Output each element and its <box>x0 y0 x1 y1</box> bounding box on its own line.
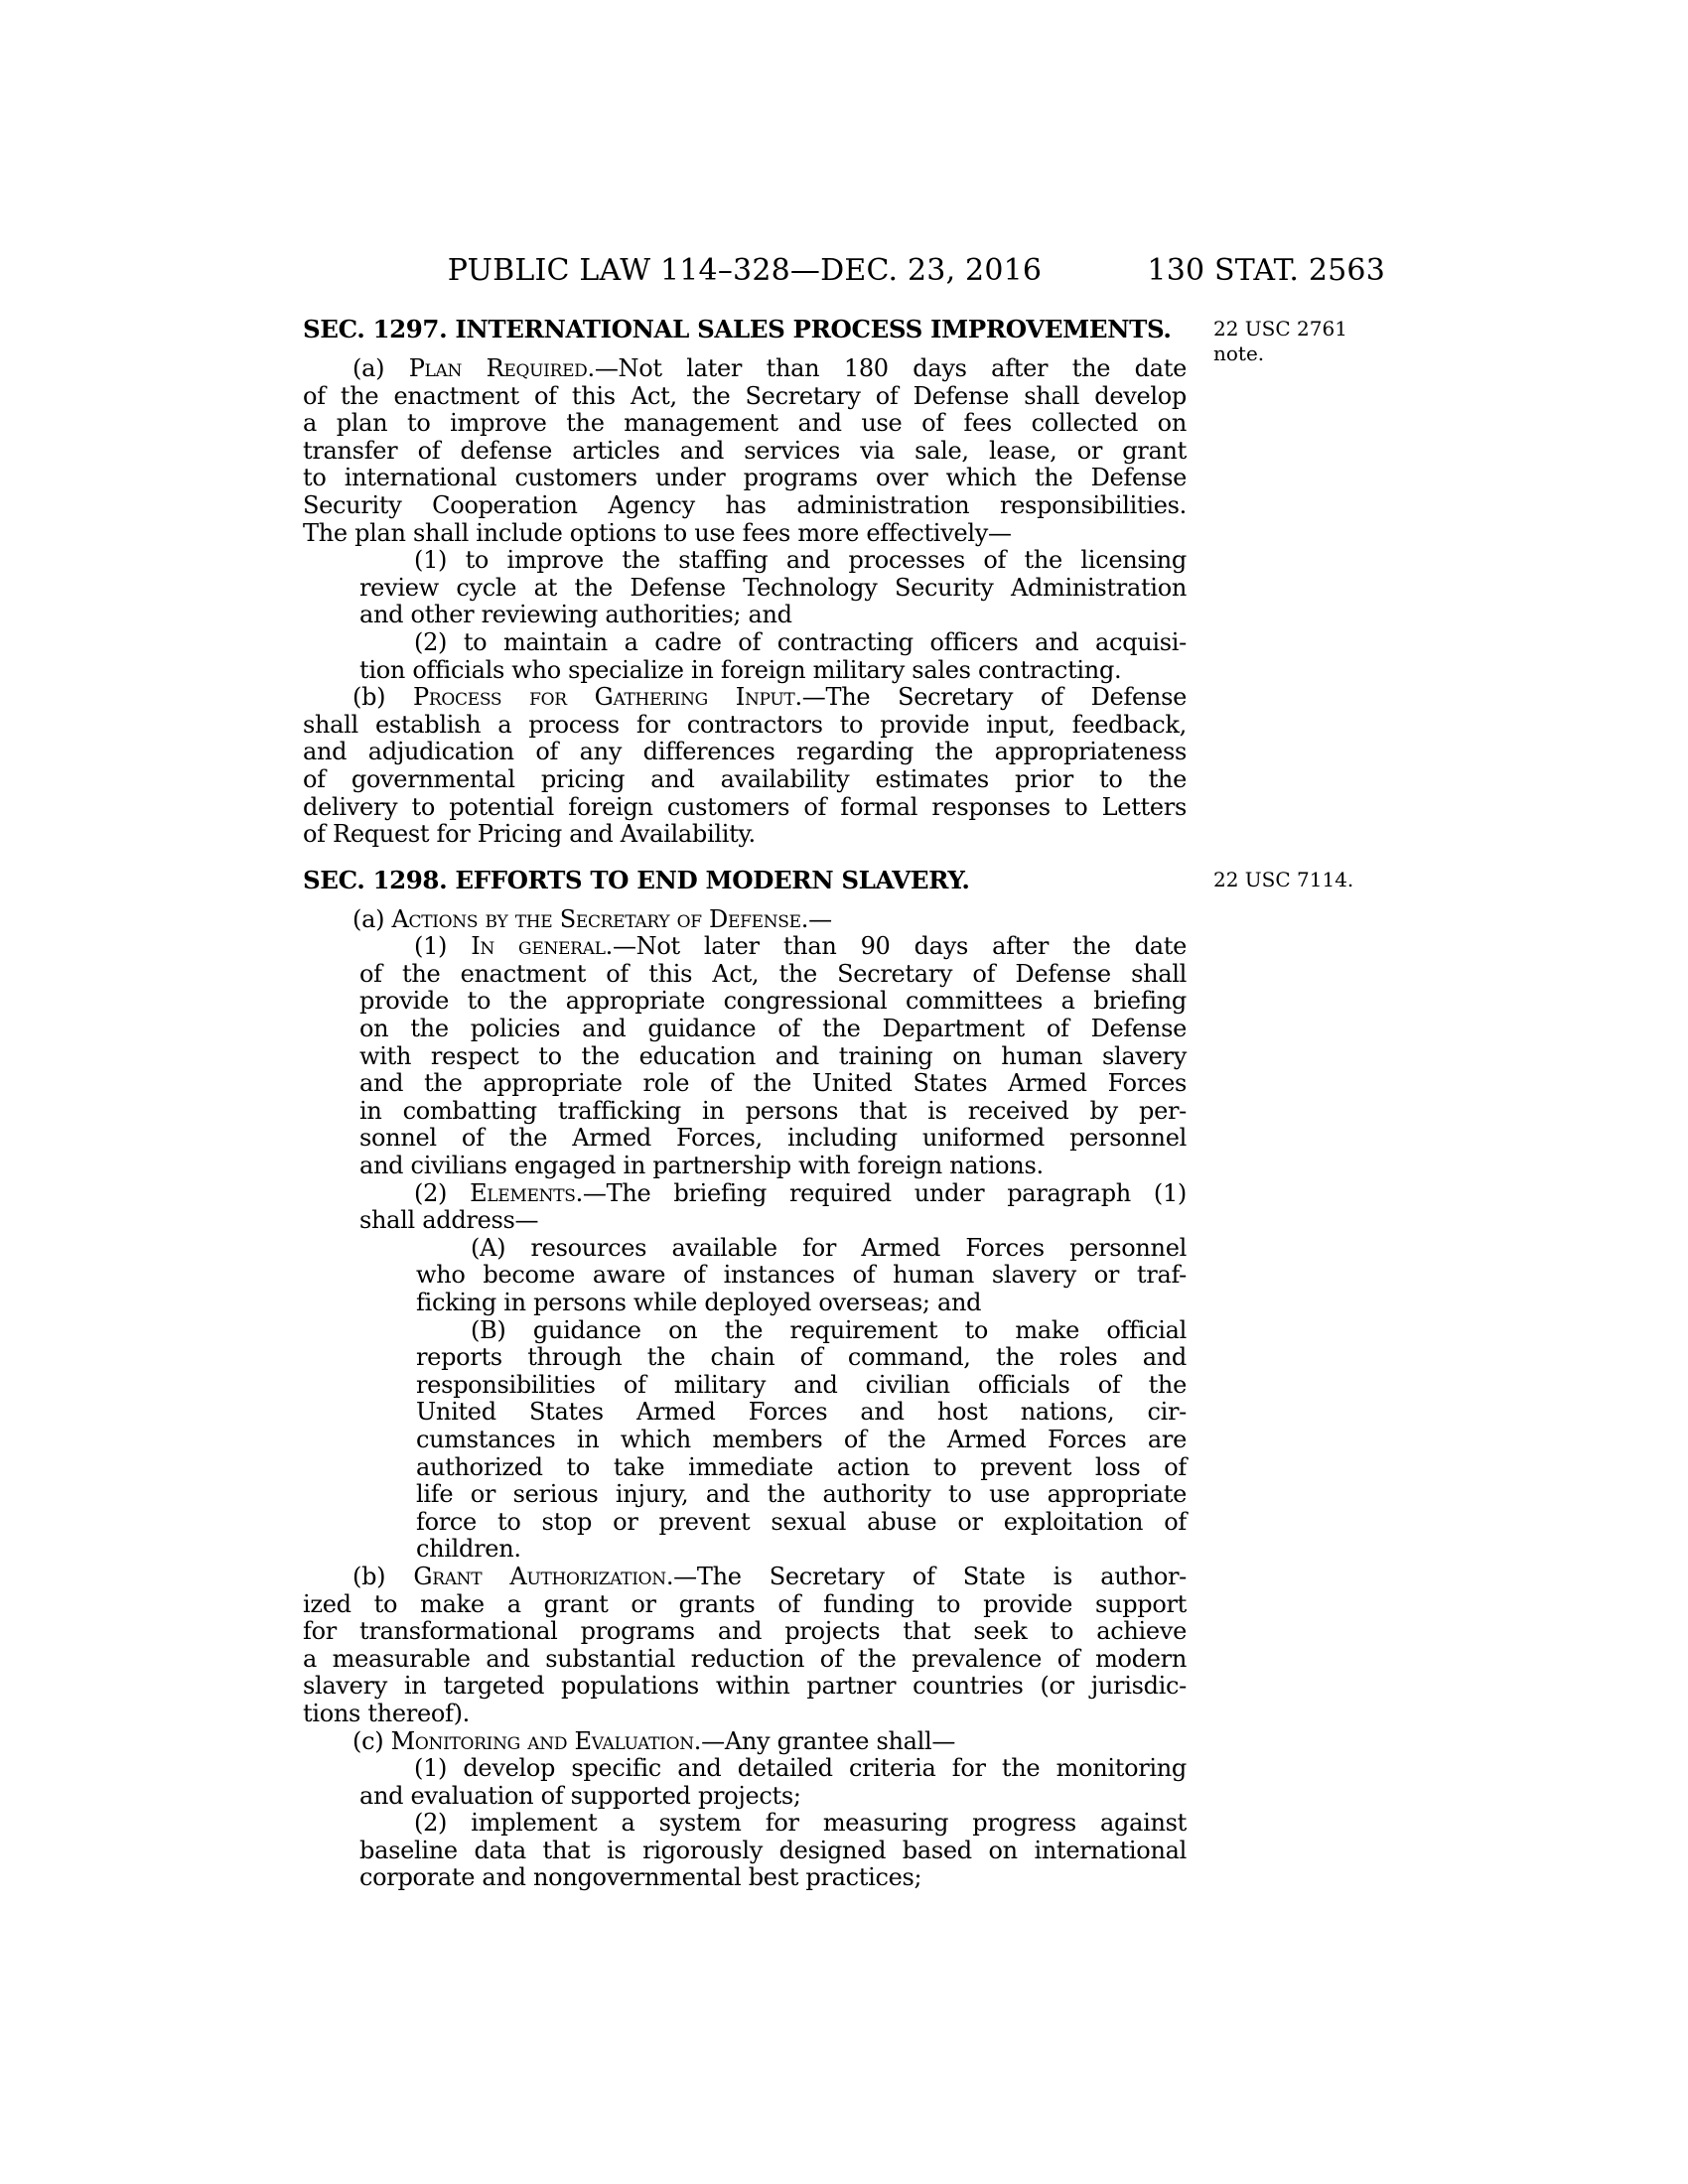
paragraph-line: of the enactment of this Act, the Secretary of Defense shall <box>359 959 1187 988</box>
paragraph-line: review cycle at the Defense Technology Security Administration <box>359 573 1187 602</box>
paragraph-line <box>303 1728 1187 1756</box>
paragraph-a <box>303 355 1187 547</box>
paragraph-label: (1) <box>414 932 472 961</box>
margin-note-usc-7114 <box>1213 868 1392 892</box>
paragraph-line <box>303 547 1187 575</box>
paragraph-line: slavery in targeted populations within partner countries (or jurisdic- <box>303 1672 1187 1701</box>
paragraph-line: tions thereof). <box>303 1699 470 1727</box>
smallcaps-heading: Monitoring and Evaluation <box>390 1726 694 1755</box>
paragraph-text: .—The Secretary of State is author- <box>665 1562 1187 1590</box>
paragraph-line: baseline data that is rigorously designed based on international <box>359 1836 1187 1864</box>
smallcaps-heading: In general <box>471 932 606 961</box>
paragraph-line: on the policies and guidance of the Department of Defense <box>359 1015 1187 1043</box>
paragraph-text: .—Not later than 90 days after the date <box>605 932 1188 961</box>
paragraph-label: (1) <box>414 546 466 575</box>
paragraph-line: who become aware of instances of human slavery or traf- <box>416 1261 1187 1290</box>
smallcaps-heading: Grant Authorization <box>413 1562 666 1590</box>
smallcaps-heading: Process for Gathering Input <box>413 683 795 712</box>
public-law-title: PUBLIC LAW 114–328—DEC. 23, 2016 <box>447 253 1043 288</box>
paragraph-line <box>303 1235 1187 1263</box>
paragraph-c <box>303 1728 1187 1756</box>
margin-note-line: note. <box>1213 341 1265 365</box>
paragraph-line: and other reviewing authorities; and <box>359 601 792 629</box>
paragraph-line: cumstances in which members of the Armed Forces are <box>416 1425 1187 1453</box>
paragraph-text: .—The Secretary of Defense <box>794 683 1187 712</box>
paragraph-label: (1) <box>414 1754 464 1783</box>
paragraph-line: shall establish a process for contractors to provide input, feedback, <box>303 710 1187 739</box>
paragraph-line: and evaluation of supported projects; <box>359 1781 801 1810</box>
paragraph-label: (a) <box>352 904 392 933</box>
paragraph-line <box>303 355 1187 383</box>
paragraph-text: .—Not later than 180 days after the date <box>587 354 1188 382</box>
paragraph-text: develop specific and detailed criteria for the monitoring <box>463 1754 1187 1783</box>
paragraph-line: provide to the appropriate congressional committees a briefing <box>359 987 1187 1016</box>
paragraph-c2 <box>303 1810 1187 1892</box>
paragraph-label: (2) <box>414 1809 472 1838</box>
margin-note-line: 22 USC 7114. <box>1213 867 1354 891</box>
paragraph-line: Security Cooperation Agency has administration responsibilities. <box>303 490 1187 519</box>
paragraph-1 <box>303 547 1187 629</box>
statutes-page-number: 130 STAT. 2563 <box>1147 253 1385 288</box>
paragraph-line: shall address— <box>359 1206 539 1235</box>
paragraph-label: (B) <box>471 1315 533 1344</box>
paragraph-line: of Request for Pricing and Availability. <box>303 820 756 849</box>
paragraph-line: and adjudication of any differences regarding the appropriateness <box>303 738 1187 766</box>
paragraph-line: authorized to take immediate action to prevent loss of <box>416 1452 1187 1481</box>
smallcaps-heading: Plan Required <box>408 354 588 382</box>
paragraph-2 <box>303 1180 1187 1235</box>
paragraph-text: .—The briefing required under paragraph (1) <box>575 1178 1187 1207</box>
paragraph-text: .— <box>800 904 832 933</box>
paragraph-label: (2) <box>414 627 464 656</box>
paragraph-line: of the enactment of this Act, the Secretary of Defense shall develop <box>303 381 1187 410</box>
paragraph-text: implement a system for measuring progress against <box>471 1809 1187 1838</box>
paragraph-line: The plan shall include options to use fees more effectively— <box>303 518 1012 547</box>
paragraph-a <box>303 906 1187 934</box>
paragraph-label: (c) <box>352 1726 391 1755</box>
section-heading-1298 <box>303 865 1354 894</box>
paragraph-line <box>303 906 1187 934</box>
paragraph-line: transfer of defense articles and services via sale, lease, or grant <box>303 436 1187 465</box>
statute-body <box>303 315 1354 1892</box>
section-heading-text: SEC. 1297. INTERNATIONAL SALES PROCESS IMPROVEMENTS. <box>303 315 1172 343</box>
margin-note-usc-2761 <box>1213 317 1392 366</box>
paragraph-b <box>303 1564 1187 1728</box>
paragraph-2 <box>303 629 1187 684</box>
paragraph-A <box>303 1235 1187 1317</box>
paragraph-text: to improve the staffing and processes of the licensing <box>465 546 1187 575</box>
paragraph-label: (b) <box>352 683 414 712</box>
paragraph-label: (b) <box>352 1562 414 1590</box>
paragraph-line <box>303 933 1187 961</box>
paragraph-line <box>303 1317 1187 1345</box>
paragraph-line: children. <box>416 1535 521 1564</box>
paragraph-text: guidance on the requirement to make official <box>532 1315 1187 1344</box>
paragraph-line: delivery to potential foreign customers of formal responses to Letters <box>303 792 1187 821</box>
paragraph-line <box>303 629 1187 657</box>
paragraph-text: resources available for Armed Forces personnel <box>530 1233 1187 1262</box>
paragraph-label: (A) <box>471 1233 531 1262</box>
paragraph-line: of governmental pricing and availability estimates prior to the <box>303 764 1187 793</box>
paragraph-line: force to stop or prevent sexual abuse or exploitation of <box>416 1507 1187 1536</box>
page-header <box>303 253 1385 291</box>
margin-note-line: 22 USC 2761 <box>1213 317 1347 341</box>
paragraph-line <box>303 1755 1187 1783</box>
paragraph-label: (2) <box>414 1178 471 1207</box>
paragraph-line <box>303 684 1187 712</box>
paragraph-line: sonnel of the Armed Forces, including uniformed personnel <box>359 1124 1187 1153</box>
paragraph-line: tion officials who specialize in foreign military sales contracting. <box>359 655 1122 684</box>
paragraph-1 <box>303 933 1187 1179</box>
paragraph-c1 <box>303 1755 1187 1810</box>
paragraph-line: life or serious injury, and the authority to use appropriate <box>416 1480 1187 1509</box>
paragraph-line: a plan to improve the management and use of fees collected on <box>303 409 1187 438</box>
paragraph-line <box>303 1564 1187 1591</box>
paragraph-line <box>303 1180 1187 1208</box>
paragraph-text: to maintain a cadre of contracting officers and acquisi- <box>463 627 1187 656</box>
paragraph-line: reports through the chain of command, the roles and <box>416 1343 1187 1372</box>
paragraph-line: ized to make a grant or grants of funding to provide support <box>303 1589 1187 1618</box>
paragraph-line: United States Armed Forces and host nations, cir- <box>416 1398 1187 1427</box>
paragraph-line: to international customers under programs over which the Defense <box>303 464 1187 492</box>
section-heading-1297 <box>303 315 1347 365</box>
paragraph-text: .—Any grantee shall— <box>693 1726 956 1755</box>
paragraph-line: a measurable and substantial reduction of the prevalence of modern <box>303 1644 1187 1673</box>
paragraph-line: and civilians engaged in partnership with foreign nations. <box>359 1152 1044 1180</box>
smallcaps-heading: Elements <box>470 1178 576 1207</box>
paragraph-line: ficking in persons while deployed overseas; and <box>416 1289 982 1316</box>
paragraph-line: corporate and nongovernmental best practices; <box>359 1863 922 1892</box>
paragraph-label: (a) <box>352 354 409 382</box>
paragraph-b <box>303 684 1187 849</box>
paragraph-line: for transformational programs and projects that seek to achieve <box>303 1617 1187 1646</box>
paragraph-line: with respect to the education and training on human slavery <box>359 1041 1187 1070</box>
paragraph-line <box>303 1810 1187 1838</box>
paragraph-line: in combatting trafficking in persons that is received by per- <box>359 1096 1187 1125</box>
paragraph-B <box>303 1317 1187 1564</box>
smallcaps-heading: Actions by the Secretary of Defense <box>391 904 801 933</box>
paragraph-line: responsibilities of military and civilian officials of the <box>416 1370 1187 1399</box>
paragraph-line: and the appropriate role of the United States Armed Forces <box>359 1069 1187 1098</box>
section-heading-text: SEC. 1298. EFFORTS TO END MODERN SLAVERY. <box>303 865 970 894</box>
